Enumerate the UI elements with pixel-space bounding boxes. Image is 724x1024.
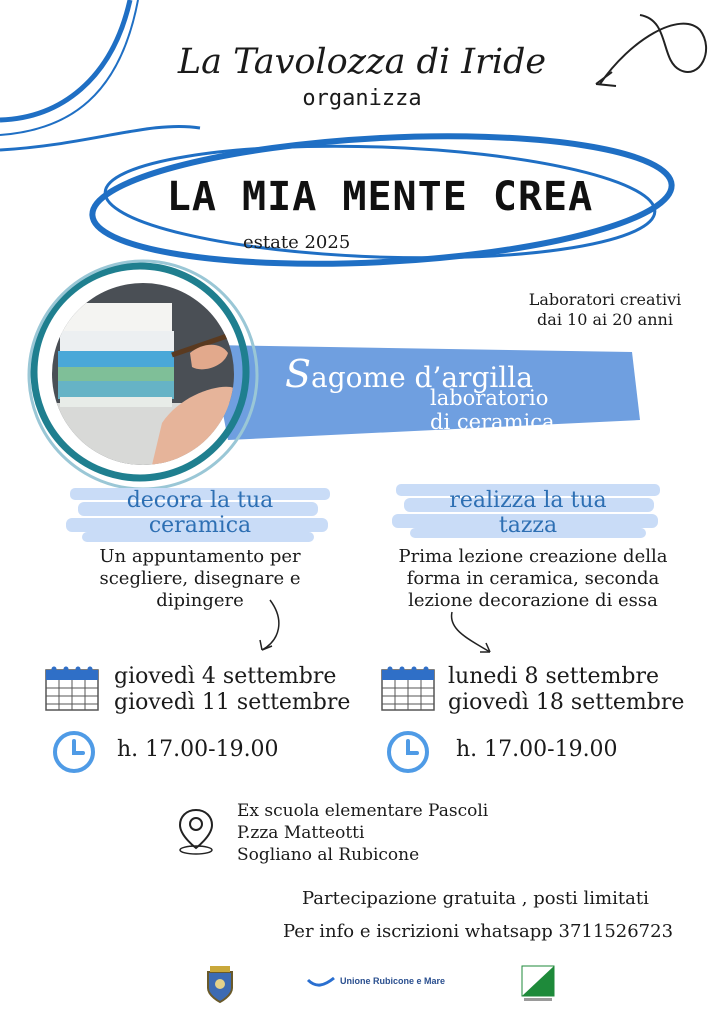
session-2-dates (448, 664, 684, 716)
clock-icon (52, 730, 96, 774)
session-2-date-1: lunedi 8 settembre (448, 664, 659, 689)
event-title: LA MIA MENTE CREA (166, 174, 594, 220)
audience-line-1: Laboratori creativi (528, 290, 682, 309)
location-pin-icon (176, 806, 216, 856)
union-logo-text: Unione Rubicone e Mare (340, 976, 446, 986)
session-2-desc-line-3: lezione decorazione di essa (408, 590, 658, 611)
session-1-title-line-1: decora la tua (126, 488, 274, 513)
venue-line-3: Sogliano al Rubicone (237, 845, 420, 865)
audience-info (500, 290, 710, 330)
session-1-date-1: giovedì 4 settembre (114, 664, 337, 689)
audience-line-2: dai 10 ai 20 anni (537, 310, 673, 329)
session-1-title-line-2: ceramica (148, 513, 252, 538)
session-2-title-line-2: tazza (498, 513, 558, 538)
session-2-desc-line-1: Prima lezione creazione della (398, 546, 668, 567)
session-2-title-line-1: realizza la tua (449, 488, 607, 513)
workshop-subtitle-line-2: di ceramica (430, 410, 555, 434)
session-1-desc-line-2: scegliere, disegnare e (99, 568, 301, 589)
calendar-icon (44, 664, 102, 712)
session-2-description (378, 546, 688, 612)
participation-info: Partecipazione gratuita , posti limitati (302, 888, 649, 909)
workshop-subtitle (430, 386, 555, 434)
workshop-title-rest: agome d’argilla (311, 361, 533, 394)
union-swoosh-logo (306, 976, 336, 990)
organizer-verb: organizza (302, 86, 422, 111)
venue-line-1: Ex scuola elementare Pascoli (237, 801, 489, 821)
session-1-desc-line-1: Un appuntamento per (99, 546, 301, 567)
workshop-subtitle-line-1: laboratorio (430, 386, 549, 410)
region-logo (520, 964, 556, 1004)
session-1-dates (114, 664, 350, 716)
session-1-hours: h. 17.00-19.00 (117, 737, 279, 762)
session-1-date-2: giovedì 11 settembre (114, 690, 351, 715)
clock-icon (386, 730, 430, 774)
organizer-name: La Tavolozza di Iride (177, 42, 547, 82)
venue-address (237, 800, 488, 866)
municipal-crest-logo (200, 964, 240, 1004)
session-1-description (60, 546, 340, 612)
venue-line-2: P.zza Matteotti (237, 823, 365, 843)
contact-info: Per info e iscrizioni whatsapp 3711526723 (283, 921, 674, 942)
workshop-title-initial: S (285, 352, 312, 396)
session-2-hours: h. 17.00-19.00 (456, 737, 618, 762)
session-1-title (70, 488, 330, 538)
session-1-desc-line-3: dipingere (156, 590, 244, 611)
season-label: estate 2025 (243, 232, 351, 253)
session-2-title (396, 488, 660, 538)
session-2-desc-line-2: forma in ceramica, seconda (406, 568, 660, 589)
session-2-date-2: giovedì 18 settembre (448, 690, 685, 715)
calendar-icon (380, 664, 438, 712)
pottery-photo (52, 283, 234, 465)
